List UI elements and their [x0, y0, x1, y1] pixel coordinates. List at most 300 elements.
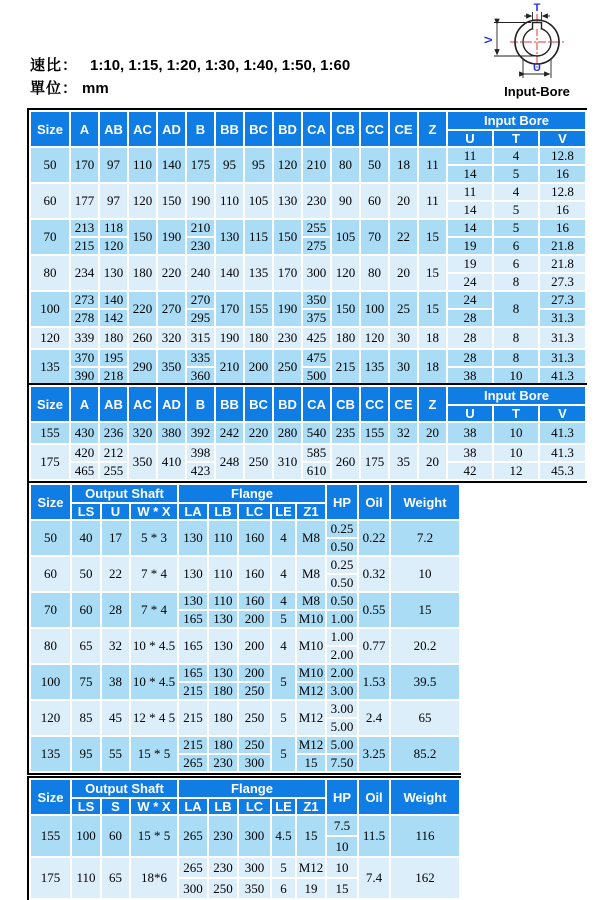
table-cell: 165 [178, 628, 208, 664]
table-cell: 398 [186, 444, 215, 462]
unit-line [30, 77, 109, 98]
table-cell: 18 [418, 327, 447, 349]
table-cell: 15 [418, 291, 447, 327]
table-cell: 4 [271, 520, 296, 556]
table-cell: 95 [71, 736, 101, 772]
table-cell: 135 [30, 736, 71, 772]
table-cell: 130 [178, 556, 208, 592]
table-cell: 35 [389, 444, 418, 480]
table-cell: 0.22 [358, 520, 390, 556]
table-cell: 45 [101, 700, 130, 736]
table-cell: 200 [244, 349, 273, 385]
table-cell: 118 [99, 219, 128, 237]
column-header: BD [273, 386, 302, 422]
table-cell: 110 [208, 592, 238, 610]
table-cell: 120 [128, 183, 157, 219]
table-cell: 18 [418, 349, 447, 385]
table-cell: 160 [238, 592, 271, 610]
column-header: HP [326, 484, 358, 520]
table-cell: 4 [271, 556, 296, 592]
table-cell: 130 [208, 628, 238, 664]
table-cell: 15 * 5 [130, 736, 178, 772]
table-cell: 0.50 [326, 574, 358, 592]
table-cell: 80 [360, 255, 389, 291]
table-cell: 110 [128, 147, 157, 183]
table-cell: 300 [238, 815, 271, 857]
table-row [30, 237, 586, 255]
column-header: CE [389, 111, 418, 147]
table-cell: 60 [101, 815, 130, 857]
table-cell: 14 [447, 219, 493, 237]
table-cell: 5 [271, 610, 296, 628]
table-cell: 7 * 4 [130, 556, 178, 592]
table-cell: 28 [447, 349, 493, 367]
table-cell: 180 [208, 736, 238, 754]
table-cell: 300 [178, 878, 208, 899]
column-header: Output Shaft [71, 779, 178, 798]
output-spec-table-1 [29, 483, 461, 773]
table-cell: 5 [271, 736, 296, 772]
column-header: LB [208, 798, 238, 815]
header-row [30, 484, 460, 503]
table-cell: 175 [360, 444, 389, 480]
table-cell: 27.3 [539, 291, 586, 309]
table-cell: 220 [128, 291, 157, 327]
table-cell: 180 [331, 327, 360, 349]
table-cell: 10 [493, 422, 539, 444]
column-header: CC [360, 386, 389, 422]
table-cell: 213 [70, 219, 99, 237]
table-cell: 32 [389, 422, 418, 444]
table-cell: 170 [70, 147, 99, 183]
table-cell: 150 [273, 219, 302, 255]
column-header: Weight [390, 779, 460, 815]
table-cell: 17 [101, 520, 130, 556]
column-header: AB [99, 386, 128, 422]
column-header: CE [389, 386, 418, 422]
table-cell: 30 [389, 349, 418, 385]
table-cell: 140 [157, 147, 186, 183]
table-row [30, 147, 586, 165]
speed-ratio-values: 1:10, 1:15, 1:20, 1:30, 1:40, 1:50, 1:60 [90, 57, 351, 74]
table-cell: 18*6 [130, 857, 178, 899]
table-cell: 1.53 [358, 664, 390, 700]
table-cell: 0.25 [326, 556, 358, 574]
table-cell: 20 [389, 255, 418, 291]
table-cell: 255 [99, 462, 128, 480]
column-header: Oil [358, 779, 390, 815]
column-header: BC [244, 111, 273, 147]
table-cell: 15 [418, 255, 447, 291]
table-cell: 12.8 [539, 147, 586, 165]
table-cell: 14 [447, 201, 493, 219]
table-cell: 42 [447, 462, 493, 480]
column-header: V [539, 405, 586, 422]
table-cell: 10 [493, 444, 539, 462]
table-cell: 165 [178, 610, 208, 628]
table-cell: 190 [273, 291, 302, 327]
table-cell: 11 [418, 147, 447, 183]
dimension-table-2-container [27, 383, 587, 483]
table-cell: 236 [99, 422, 128, 444]
column-header: LB [208, 503, 238, 520]
table-cell: 265 [178, 754, 208, 772]
table-cell: 248 [215, 444, 244, 480]
speed-ratio-line [30, 54, 350, 75]
column-header: Z1 [296, 798, 326, 815]
table-cell: 110 [208, 520, 238, 556]
table-cell: 38 [447, 367, 493, 385]
table-cell: 97 [99, 147, 128, 183]
table-cell: 97 [99, 183, 128, 219]
column-header: Input Bore [447, 111, 586, 130]
dimension-table-1 [29, 110, 587, 386]
table-cell: 335 [186, 349, 215, 367]
diagram-caption: Input-Bore [504, 84, 570, 99]
table-cell: 175 [186, 147, 215, 183]
table-cell: 1.00 [326, 610, 358, 628]
table-cell: 200 [238, 628, 271, 664]
column-header: Oil [358, 484, 390, 520]
table-row [30, 291, 586, 309]
table-cell: 110 [71, 857, 101, 899]
header-row [30, 111, 586, 130]
table-cell: 175 [30, 857, 71, 899]
table-cell: 41.3 [539, 367, 586, 385]
table-cell: 270 [186, 291, 215, 309]
table-cell: 475 [302, 349, 331, 367]
table-cell: 212 [99, 444, 128, 462]
table-cell: 100 [71, 815, 101, 857]
table-cell: 7.2 [390, 520, 460, 556]
column-header: AD [157, 386, 186, 422]
table-cell: 220 [157, 255, 186, 291]
table-cell: 5.00 [326, 736, 358, 754]
table-cell: 130 [178, 520, 208, 556]
column-header: LC [238, 798, 271, 815]
table-cell: 90 [331, 183, 360, 219]
column-header: Output Shaft [71, 484, 178, 503]
table-cell: 140 [215, 255, 244, 291]
table-cell: 85 [71, 700, 101, 736]
column-header: AB [99, 111, 128, 147]
table-cell: 20 [389, 183, 418, 219]
table-cell: 165 [178, 664, 208, 682]
table-cell: 392 [186, 422, 215, 444]
table-cell: 423 [186, 462, 215, 480]
table-cell: 20 [418, 444, 447, 480]
table-row [30, 664, 460, 682]
table-cell: 295 [186, 309, 215, 327]
header-row [30, 386, 586, 405]
table-cell: 20.2 [390, 628, 460, 664]
column-header: LA [178, 798, 208, 815]
table-cell: 30 [389, 327, 418, 349]
table-cell: M10 [296, 628, 326, 664]
table-cell: 195 [99, 349, 128, 367]
table-cell: 50 [360, 147, 389, 183]
table-row [30, 700, 460, 718]
table-cell: 190 [157, 219, 186, 255]
column-header: CA [302, 386, 331, 422]
table-cell: 32 [101, 628, 130, 664]
table-cell: 12 * 4 5 [130, 700, 178, 736]
table-cell: 180 [244, 327, 273, 349]
table-cell: 110 [208, 556, 238, 592]
table-cell: 218 [99, 367, 128, 385]
column-header: Z1 [296, 503, 326, 520]
table-cell: 6 [493, 255, 539, 273]
table-cell: 38 [447, 422, 493, 444]
table-cell: 45.3 [539, 462, 586, 480]
table-cell: 140 [99, 291, 128, 309]
table-cell: 160 [238, 520, 271, 556]
table-cell: 4 [271, 628, 296, 664]
column-header: CB [331, 386, 360, 422]
table-cell: 265 [178, 815, 208, 857]
table-cell: 5 [493, 165, 539, 183]
u-dim-label: U [533, 62, 541, 74]
table-cell: 130 [99, 255, 128, 291]
table-cell: 430 [70, 422, 99, 444]
table-cell: 28 [447, 327, 493, 349]
table-cell: 4 [271, 592, 296, 610]
column-header: T [493, 130, 539, 147]
table-row [30, 219, 586, 237]
table-cell: 273 [70, 291, 99, 309]
table-cell: 10 [390, 556, 460, 592]
column-header: AC [128, 111, 157, 147]
dimension-table-2 [29, 385, 587, 481]
table-cell: 85.2 [390, 736, 460, 772]
column-header: Size [30, 779, 71, 815]
table-row [30, 444, 586, 462]
table-cell: 105 [244, 183, 273, 219]
table-cell: 19 [447, 237, 493, 255]
column-header: Flange [178, 484, 326, 503]
table-cell: 0.25 [326, 520, 358, 538]
table-cell: 240 [186, 255, 215, 291]
table-cell: 280 [273, 422, 302, 444]
column-header: B [186, 111, 215, 147]
column-header: Size [30, 111, 70, 147]
table-cell: 190 [186, 183, 215, 219]
table-cell: 7.50 [326, 754, 358, 772]
table-row [30, 556, 460, 574]
table-cell: 170 [273, 255, 302, 291]
table-cell: 11.5 [358, 815, 390, 857]
table-cell: 120 [30, 700, 71, 736]
table-cell: 250 [238, 736, 271, 754]
table-cell: 135 [30, 349, 70, 385]
table-cell: 130 [208, 610, 238, 628]
table-cell: 300 [238, 857, 271, 878]
table-cell: 65 [71, 628, 101, 664]
table-row [30, 628, 460, 646]
table-cell: 350 [302, 291, 331, 309]
table-cell: 8 [493, 273, 539, 291]
table-cell: 25 [389, 291, 418, 327]
input-bore-diagram [482, 2, 594, 84]
table-cell: 4 [493, 147, 539, 165]
table-cell: 8 [493, 327, 539, 349]
table-row [30, 736, 460, 754]
table-cell: 465 [70, 462, 99, 480]
table-row [30, 349, 586, 367]
table-cell: 230 [208, 815, 238, 857]
table-cell: 16 [539, 165, 586, 183]
table-cell: 180 [208, 700, 238, 736]
table-cell: 28 [447, 309, 493, 327]
table-cell: 31.3 [539, 327, 586, 349]
table-cell: 5.00 [326, 718, 358, 736]
table-cell: M10 [296, 610, 326, 628]
v-extension-lines [494, 23, 534, 57]
table-cell: 500 [302, 367, 331, 385]
table-cell: 11 [447, 147, 493, 165]
table-cell: 210 [186, 219, 215, 237]
header-row [30, 779, 460, 798]
table-cell: 2.00 [326, 664, 358, 682]
table-cell: 6 [493, 237, 539, 255]
dimension-table-1-container [27, 108, 587, 388]
table-cell: 100 [360, 291, 389, 327]
table-cell: 40 [71, 520, 101, 556]
table-cell: 175 [30, 444, 70, 480]
table-cell: 250 [238, 700, 271, 736]
output-spec-table-1-container [27, 481, 461, 775]
table-cell: 8 [493, 291, 539, 327]
column-header: U [101, 503, 130, 520]
table-cell: 350 [128, 444, 157, 480]
table-cell: 215 [178, 682, 208, 700]
column-header: U [447, 405, 493, 422]
table-cell: M10 [296, 664, 326, 682]
table-cell: 130 [178, 592, 208, 610]
table-cell: 120 [30, 327, 70, 349]
table-cell: 215 [178, 736, 208, 754]
table-cell: 215 [331, 349, 360, 385]
table-cell: 155 [30, 422, 70, 444]
table-cell: 425 [302, 327, 331, 349]
column-header: B [186, 386, 215, 422]
column-header: Flange [178, 779, 326, 798]
table-cell: 260 [128, 327, 157, 349]
table-cell: 5 [271, 700, 296, 736]
table-cell: 55 [101, 736, 130, 772]
table-cell: 0.55 [358, 592, 390, 628]
table-cell: 22 [389, 219, 418, 255]
table-cell: 230 [302, 183, 331, 219]
table-cell: M12 [296, 736, 326, 754]
table-cell: 24 [447, 273, 493, 291]
table-cell: 2.4 [358, 700, 390, 736]
table-cell: M8 [296, 556, 326, 592]
table-cell: 10 * 4.5 [130, 628, 178, 664]
table-cell: 8 [493, 349, 539, 367]
column-header: Z [418, 111, 447, 147]
table-cell: 540 [302, 422, 331, 444]
table-cell: 255 [302, 219, 331, 237]
table-cell: 60 [30, 183, 70, 219]
table-cell: 15 [296, 815, 326, 857]
speed-ratio-label: 速比： [30, 57, 79, 74]
table-cell: M8 [296, 520, 326, 556]
column-header: W * X [130, 798, 178, 815]
table-cell: 180 [208, 682, 238, 700]
table-cell: 135 [360, 349, 389, 385]
table-cell: 250 [238, 682, 271, 700]
table-cell: 585 [302, 444, 331, 462]
table-row [30, 592, 460, 610]
column-header: CB [331, 111, 360, 147]
column-header: U [447, 130, 493, 147]
table-cell: 230 [208, 857, 238, 878]
column-header: LS [71, 503, 101, 520]
table-cell: 350 [157, 349, 186, 385]
table-row [30, 520, 460, 538]
table-cell: 215 [70, 237, 99, 255]
column-header: W * X [130, 503, 178, 520]
table-cell: 70 [30, 592, 71, 628]
unit-label: 單位： [30, 80, 79, 97]
table-cell: 15 [326, 878, 358, 899]
table-cell: 320 [128, 422, 157, 444]
unit-value: mm [82, 80, 109, 97]
table-cell: 265 [178, 857, 208, 878]
table-cell: 0.50 [326, 538, 358, 556]
table-cell: 230 [273, 327, 302, 349]
table-cell: 250 [273, 349, 302, 385]
table-cell: 250 [244, 444, 273, 480]
table-cell: 130 [208, 664, 238, 682]
table-cell: 31.3 [539, 309, 586, 327]
table-cell: 610 [302, 462, 331, 480]
table-cell: 235 [331, 422, 360, 444]
table-cell: 5 [493, 219, 539, 237]
table-cell: M8 [296, 592, 326, 610]
table-cell: 50 [30, 520, 71, 556]
table-cell: M12 [296, 857, 326, 878]
table-row [30, 815, 460, 836]
table-cell: 0.50 [326, 592, 358, 610]
table-cell: 21.8 [539, 237, 586, 255]
table-cell: 210 [302, 147, 331, 183]
table-cell: M12 [296, 700, 326, 736]
table-cell: 350 [238, 878, 271, 899]
column-header: Input Bore [447, 386, 586, 405]
table-cell: 15 * 5 [130, 815, 178, 857]
table-cell: 105 [331, 219, 360, 255]
table-cell: 16 [539, 219, 586, 237]
column-header: AD [157, 111, 186, 147]
column-header: S [101, 798, 130, 815]
table-cell: 16 [539, 201, 586, 219]
table-row [30, 183, 586, 201]
table-cell: 3.25 [358, 736, 390, 772]
table-cell: 270 [157, 291, 186, 327]
table-cell: 31.3 [539, 349, 586, 367]
table-cell: 60 [71, 592, 101, 628]
table-cell: 12 [493, 462, 539, 480]
table-cell: 11 [447, 183, 493, 201]
table-row [30, 255, 586, 273]
table-cell: 410 [157, 444, 186, 480]
table-cell: 300 [302, 255, 331, 291]
table-cell: 65 [101, 857, 130, 899]
table-cell: 200 [238, 610, 271, 628]
table-cell: 5 [271, 857, 296, 878]
